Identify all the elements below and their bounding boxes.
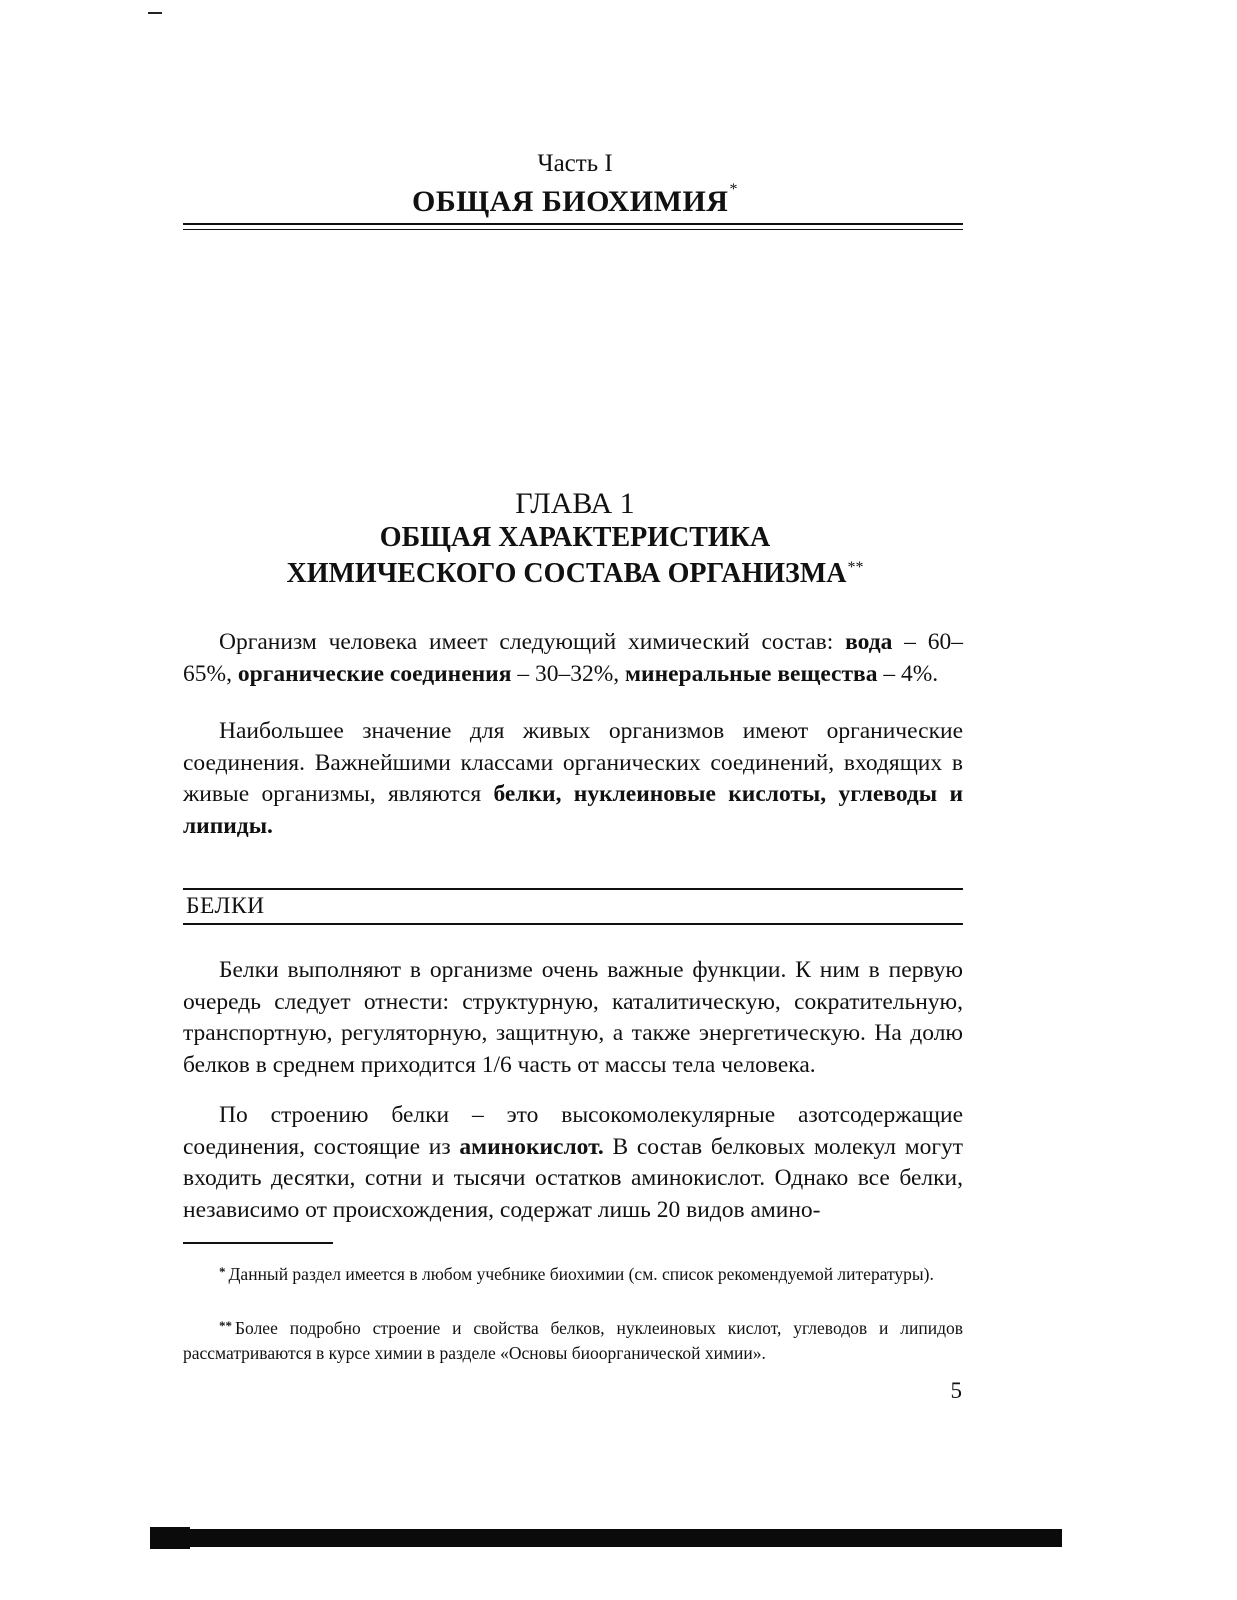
part-label: Часть I [537,150,613,177]
section-rule-bottom [183,923,963,925]
section-rule-top [183,888,963,890]
section-paragraph-2: По строению белки – это высокомолекулярные азотсодержащие соединения, состоящие из аминокислот. В состав белковых молекул могут входить десятки, сотни и тысячи остатков аминокислот. Однако все белки, независимо от происхождения, содержат лишь 20 видов амино- [183,1102,963,1223]
part-title-text: ОБЩАЯ БИОХИМИЯ [412,185,729,218]
footnote-2 [183,1316,963,1366]
section-heading: БЕЛКИ [186,893,265,919]
part-title [0,181,1150,219]
intro-paragraph-2: Наибольшее значение для живых организмов имеют органические соединения. Важнейшими классами органических соединений, входящих в живые организмы, являются белки, нуклеиновые кислоты, углеводы и липиды. [183,718,963,839]
footnote-1 [183,1262,963,1287]
part-rule-bottom [183,229,963,230]
chapter-title [0,520,1150,592]
footnote-separator [183,1242,333,1244]
part-rule-top [183,223,963,225]
chapter-title-line1: ОБЩАЯ ХАРАКТЕРИСТИКА [379,522,771,553]
footnote-2-mark: ** [219,1318,232,1333]
part-title-footnote-mark: * [729,181,738,198]
intro-paragraph-1: Организм человека имеет следующий химический состав: вода – 60–65%, органические соединения – 30–32%, минеральные вещества – 4%. [183,629,964,687]
page-number: 5 [950,1378,962,1403]
scan-corner-mark [148,12,162,14]
footnote-1-mark: * [219,1264,226,1279]
footnote-1-text: Данный раздел имеется в любом учебнике биохимии (см. список рекомендуемой литературы). [228,1264,934,1284]
chapter-number: ГЛАВА 1 [515,487,635,520]
scan-edge-bar [150,1529,1062,1547]
chapter-title-line2: ХИМИЧЕСКОГО СОСТАВА ОРГАНИЗМА [286,558,847,589]
footnote-2-text: Более подробно строение и свойства белков, нуклеиновых кислот, углеводов и липидов рассматриваются в курсе химии в разделе «Основы биоорганической химии». [183,1318,963,1363]
chapter-title-footnote-mark: ** [847,559,864,576]
section-paragraph-1: Белки выполняют в организме очень важные функции. К ним в первую очередь следует отнести: структурную, каталитическую, сократительную, транспортную, регуляторную, защитную, а также энергетическую. На долю белков в среднем приходится 1/6 часть от массы тела человека. [183,957,963,1078]
